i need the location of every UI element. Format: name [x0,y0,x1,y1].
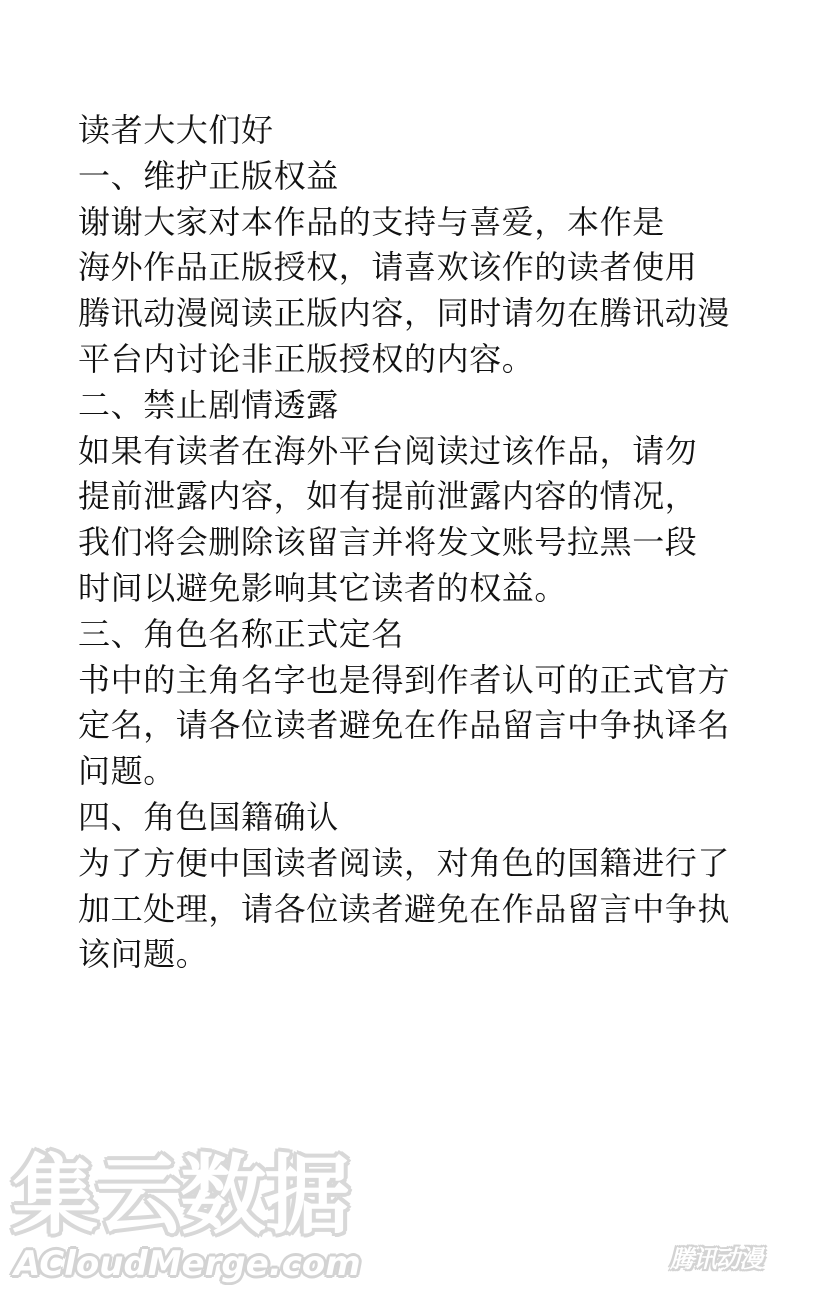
section-3-line-2: 定名，请各位读者避免在作品留言中争执译名 [78,706,731,745]
section-heading-4: 四、角色国籍确认 [78,797,339,836]
tencent-comic-watermark: 腾讯动漫 [670,1245,762,1273]
section-3-line-3: 问题。 [78,752,176,791]
section-4-line-3: 该问题。 [78,935,209,974]
section-4-line-2: 加工处理，请各位读者避免在作品留言中争执 [78,889,731,928]
section-3-line-1: 书中的主角名字也是得到作者认可的正式官方 [78,660,731,699]
notice-body [78,108,778,978]
section-2-line-2: 提前泄露内容，如有提前泄露内容的情况， [78,477,698,516]
watermark-en-text: ACloudMerge.com [14,1244,361,1284]
notice-greeting: 读者大大们好 [78,111,274,149]
section-1-line-4: 平台内讨论非正版授权的内容。 [78,339,535,378]
section-heading-3: 三、角色名称正式定名 [78,614,405,653]
section-heading-2: 二、禁止剧情透露 [78,385,339,424]
watermark-cn-text: 集云数据 [12,1146,348,1246]
section-heading-1: 一、维护正版权益 [78,156,339,195]
section-2-line-4: 时间以避免影响其它读者的权益。 [78,568,568,607]
section-4-line-1: 为了方便中国读者阅读，对角色的国籍进行了 [78,843,731,882]
section-1-line-2: 海外作品正版授权，请喜欢该作的读者使用 [78,248,698,287]
section-1-line-3: 腾讯动漫阅读正版内容，同时请勿在腾讯动漫 [78,294,731,333]
section-1-line-1: 谢谢大家对本作品的支持与喜爱，本作是 [78,202,665,241]
section-2-line-3: 我们将会删除该留言并将发文账号拉黑一段 [78,523,698,562]
section-2-line-1: 如果有读者在海外平台阅读过该作品，请勿 [78,431,698,470]
acloudmerge-watermark [10,1148,390,1298]
